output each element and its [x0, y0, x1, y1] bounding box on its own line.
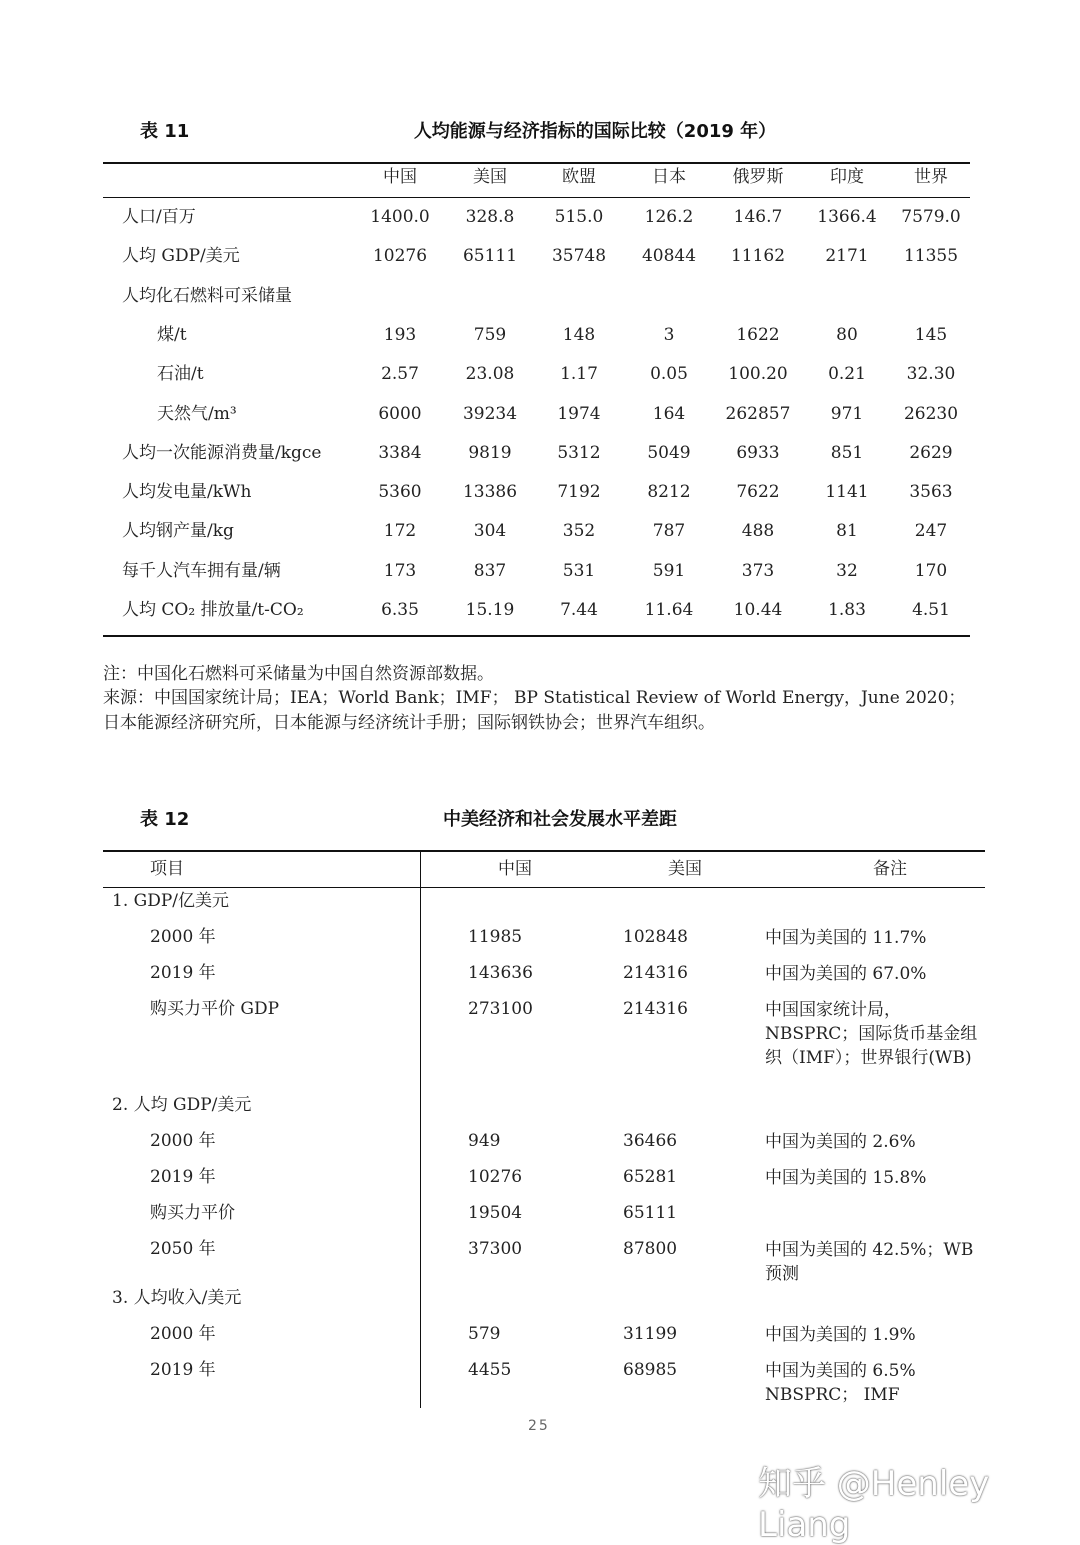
table12-item: 购买力平价	[150, 1203, 235, 1223]
table11-note: 注：中国化石燃料可采储量为中国自然资源部数据。	[103, 664, 494, 684]
table12-china: 10276	[468, 1167, 523, 1187]
table12-col-header: 美国	[668, 859, 702, 879]
table11-cell: 1.83	[828, 600, 866, 620]
table11-cell: 40844	[641, 246, 697, 267]
table11-cell: 11355	[903, 246, 959, 267]
table11-cell: 6.35	[381, 600, 419, 620]
table12-usa: 36466	[623, 1131, 678, 1151]
table11-cell: 2.57	[381, 364, 419, 385]
table11-row-label: 煤/t	[157, 324, 187, 345]
table12-item: 2000 年	[150, 927, 216, 947]
table12-remark: 中国为美国的 15.8%	[765, 1168, 927, 1188]
table11-col-header: 美国	[473, 167, 507, 187]
table11-cell: 15.19	[465, 600, 515, 620]
table11-cell: 146.7	[733, 207, 783, 227]
table11-row-label: 每千人汽车拥有量/辆	[122, 560, 281, 581]
table12-remark: 中国为美国的 11.7%	[765, 928, 927, 948]
table12-remark: 中国为美国的 67.0%	[765, 964, 927, 984]
table11-cell: 164	[652, 403, 686, 424]
table11-cell: 0.21	[828, 364, 866, 385]
table11-top-rule	[103, 162, 970, 164]
table12-col-header: 备注	[873, 859, 907, 879]
table11-col-header: 日本	[652, 167, 686, 187]
table11-cell: 488	[741, 521, 775, 542]
table11-cell: 9819	[468, 442, 512, 463]
table11-row-label: 人均钢产量/kg	[122, 521, 234, 542]
table11-cell: 145	[914, 324, 948, 345]
table11-cell: 851	[830, 442, 864, 463]
table11-row-label: 人口/百万	[122, 207, 196, 227]
table11-cell: 352	[562, 521, 596, 542]
table11-row-label: 天然气/m³	[157, 403, 237, 424]
table11-cell: 193	[383, 324, 417, 345]
table11-cell: 591	[652, 560, 686, 581]
table11-cell: 100.20	[728, 364, 788, 385]
table12-header-rule	[103, 887, 985, 888]
table11-cell: 8212	[647, 482, 691, 503]
table12-remark: 中国为美国的 1.9%	[765, 1325, 916, 1345]
table11-cell: 80	[836, 324, 858, 345]
table11-cell: 10276	[372, 246, 428, 267]
table11-cell: 13386	[462, 482, 518, 503]
table12-usa: 68985	[623, 1360, 678, 1380]
table11-row-label: 人均发电量/kWh	[122, 482, 252, 503]
page-number: 25	[528, 1418, 550, 1434]
table12-item: 2019 年	[150, 1167, 216, 1187]
table11-cell: 23.08	[465, 364, 515, 385]
table11-cell: 81	[836, 521, 858, 542]
table11-cell: 5049	[647, 442, 691, 463]
table11-cell: 971	[830, 403, 864, 424]
table11-cell: 32.30	[906, 364, 956, 385]
table11-cell: 2629	[909, 442, 953, 463]
table11-row-label: 人均一次能源消费量/kgce	[122, 442, 322, 463]
table12-china: 11985	[468, 927, 523, 947]
table12-china: 949	[468, 1131, 501, 1151]
table11-header-rule	[103, 197, 970, 198]
table12-china: 143636	[468, 963, 533, 983]
table11-cell: 26230	[903, 403, 959, 424]
table11-cell: 3	[663, 324, 675, 345]
table11-cell: 35748	[551, 246, 607, 267]
table11-cell: 32	[836, 560, 858, 581]
table12-item: 1. GDP/亿美元	[112, 891, 229, 911]
table11-col-header: 欧盟	[562, 167, 596, 187]
table12-usa: 65111	[623, 1203, 678, 1223]
table12-china: 37300	[468, 1239, 523, 1259]
table11-cell: 531	[562, 560, 596, 581]
table11-cell: 126.2	[644, 207, 694, 227]
table12-item: 2000 年	[150, 1131, 216, 1151]
table12-usa: 87800	[623, 1239, 678, 1259]
table12-item: 3. 人均收入/美元	[112, 1288, 242, 1308]
table12-column-divider	[420, 851, 421, 1408]
table11-cell: 328.8	[465, 207, 515, 227]
table12-col-header: 中国	[498, 859, 532, 879]
table11-cell: 0.05	[650, 364, 688, 385]
table11-col-header: 中国	[383, 167, 417, 187]
table11-title: 人均能源与经济指标的国际比较（2019 年）	[413, 121, 777, 142]
table11-cell: 173	[383, 560, 417, 581]
table11-cell: 1366.4	[817, 207, 877, 227]
table12-item: 2000 年	[150, 1324, 216, 1344]
table11-cell: 5360	[378, 482, 422, 503]
table12-remark: 中国为美国的 6.5% NBSPRC； IMF	[765, 1361, 916, 1405]
table11-bottom-rule	[103, 635, 970, 637]
table11-cell: 3563	[909, 482, 953, 503]
table12-item: 2050 年	[150, 1239, 216, 1259]
table11-cell: 172	[383, 521, 417, 542]
table12-top-rule	[103, 850, 985, 852]
table11-row-label: 人均化石燃料可采储量	[122, 285, 292, 306]
table12-label: 表 12	[140, 809, 190, 830]
table11-cell: 3384	[378, 442, 422, 463]
table11-cell: 373	[741, 560, 775, 581]
watermark: 知乎 @Henley Liang	[758, 1464, 990, 1545]
table11-cell: 2171	[825, 246, 869, 267]
table12-usa: 102848	[623, 927, 688, 947]
table11-cell: 1141	[825, 482, 869, 503]
table12-item: 2019 年	[150, 1360, 216, 1380]
table11-cell: 6000	[378, 403, 422, 424]
table11-cell: 7579.0	[901, 207, 961, 227]
table11-cell: 1.17	[560, 364, 598, 385]
table11-col-header: 世界	[914, 167, 948, 187]
table12-item: 2019 年	[150, 963, 216, 983]
table12-remark: 中国为美国的 42.5%；WB 预测	[765, 1240, 974, 1284]
table11-cell: 7622	[736, 482, 780, 503]
table12-remark: 中国为美国的 2.6%	[765, 1132, 916, 1152]
table11-cell: 11.64	[644, 600, 694, 620]
table11-col-header: 俄罗斯	[732, 167, 784, 187]
table11-cell: 304	[473, 521, 507, 542]
table12-usa: 31199	[623, 1324, 678, 1344]
table11-source: 来源：中国国家统计局；IEA；World Bank；IMF； BP Statistical Review of World Energy，June 2020； 日本能源经济研究所，日本能源与经济统计手册；国际钢铁协会；世界汽车组织。	[103, 688, 966, 733]
table11-cell: 787	[652, 521, 686, 542]
table12-item: 2. 人均 GDP/美元	[112, 1095, 252, 1115]
table11-cell: 837	[473, 560, 507, 581]
table11-row-label: 人均 GDP/美元	[122, 246, 240, 267]
table12-china: 4455	[468, 1360, 512, 1380]
table12-col-header: 项目	[150, 859, 184, 879]
table11-cell: 1974	[557, 403, 601, 424]
table12-china: 19504	[468, 1203, 523, 1223]
table11-cell: 515.0	[554, 207, 604, 227]
table11-cell: 10.44	[733, 600, 783, 620]
table11-row-label: 石油/t	[157, 364, 204, 385]
table11-label: 表 11	[140, 121, 190, 142]
table11-cell: 247	[914, 521, 948, 542]
table11-cell: 4.51	[912, 600, 950, 620]
table11-cell: 262857	[725, 403, 791, 424]
table11-cell: 148	[562, 324, 596, 345]
table11-cell: 1400.0	[370, 207, 430, 227]
table12-usa: 214316	[623, 963, 688, 983]
table12-china: 579	[468, 1324, 501, 1344]
table11-cell: 7192	[557, 482, 601, 503]
table11-cell: 6933	[736, 442, 780, 463]
table12-title: 中美经济和社会发展水平差距	[443, 809, 677, 830]
table12-item: 购买力平价 GDP	[150, 999, 280, 1019]
table11-cell: 759	[473, 324, 507, 345]
table11-row-label: 人均 CO₂ 排放量/t-CO₂	[122, 600, 304, 620]
table11-cell: 65111	[462, 246, 518, 267]
table12-usa: 214316	[623, 999, 688, 1019]
table11-cell: 170	[914, 560, 948, 581]
table12-remark: 中国国家统计局，NBSPRC；国际货币基金组织（IMF）；世界银行(WB)	[765, 1000, 978, 1068]
table12-usa: 65281	[623, 1167, 678, 1187]
table11-cell: 7.44	[560, 600, 598, 620]
table11-col-header: 印度	[830, 167, 864, 187]
table11-cell: 39234	[462, 403, 518, 424]
table11-cell: 1622	[736, 324, 780, 345]
table12-china: 273100	[468, 999, 533, 1019]
table11-cell: 11162	[730, 246, 786, 267]
table11-cell: 5312	[557, 442, 601, 463]
